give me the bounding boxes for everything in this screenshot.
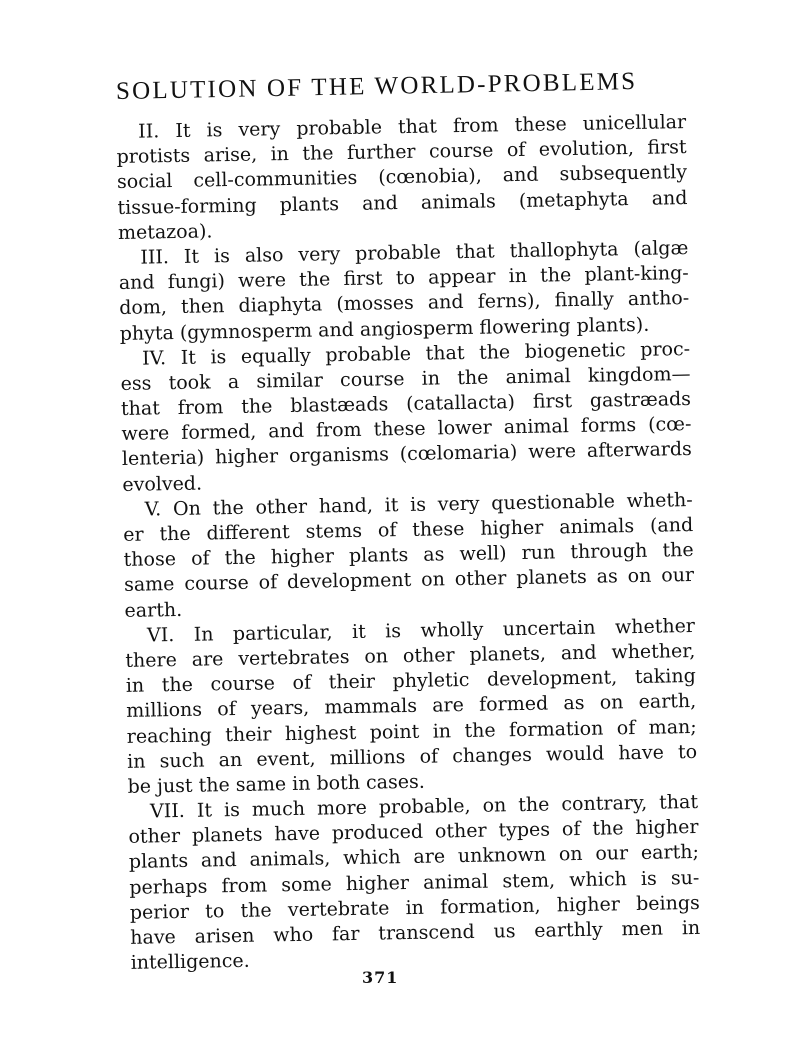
text-line: be just the same in both cases. — [127, 770, 425, 798]
text-line: other planets have produced other types of the higher — [128, 816, 699, 849]
running-title: SOLUTION OF THE WORLD-PROBLEMS — [115, 67, 638, 105]
text-line: those of the higher plants as well) run through the — [123, 539, 694, 572]
text-line: IV. It is equally probable that the biogenetic proc- — [141, 337, 691, 370]
text-line: millions of years, mammals are formed as on earth, — [126, 690, 697, 723]
text-line: VII. It is much more probable, on the contrary, that — [149, 791, 699, 823]
text-line: phyta (gymnosperm and angiosperm flowering plants). — [119, 313, 650, 345]
text-line: in the course of their phyletic development, taking — [125, 665, 696, 698]
text-line: dom, then diaphyta (mosses and ferns), finally antho- — [119, 287, 690, 320]
text-line: social cell-communities (cœnobia), and subsequently — [116, 161, 688, 194]
text-line: have arisen who far transcend us earthly men in — [130, 916, 701, 949]
text-line: there are vertebrates on other planets, and whether, — [125, 639, 696, 672]
text-line: perior to the vertebrate in formation, higher beings — [129, 891, 700, 924]
text-line: that from the blastæads (catallacta) first gastræads — [120, 388, 692, 421]
text-line: were formed, and from these lower animal forms (cœ- — [121, 413, 692, 446]
text-line: reaching their highest point in the formation of man; — [126, 715, 697, 748]
page-number: 371 — [362, 968, 399, 987]
text-line: metazoa). — [117, 220, 213, 244]
text-line: earth. — [124, 598, 183, 622]
text-line: ess took a similar course in the animal kingdom— — [120, 362, 691, 395]
text-line: and fungi) were the first to appear in the plant-king- — [118, 262, 689, 295]
text-line: lenteria) higher organisms (cœlomaria) were afterwards — [121, 438, 693, 471]
text-line: VI. In particular, it is wholly uncertain whether — [146, 614, 696, 647]
text-line: tissue-forming plants and animals (metaphyta and — [117, 186, 688, 219]
text-line: III. It is also very probable that thallophyta (algæ — [140, 236, 689, 269]
text-line: plants and animals, which are unknown on our earth; — [128, 841, 700, 874]
body-text — [116, 110, 701, 976]
text-line: same course of development on other planets as on our — [123, 564, 695, 597]
text-line: intelligence. — [130, 949, 250, 975]
text-line: evolved. — [122, 472, 203, 496]
text-line: in such an event, millions of changes would have to — [127, 740, 698, 773]
text-line: perhaps from some higher animal stem, which is su- — [129, 866, 700, 899]
text-line: protists arise, in the further course of evolution, first — [116, 136, 687, 169]
text-line: V. On the other hand, it is very questionable wheth- — [144, 488, 693, 521]
text-line: II. It is very probable that from these unicellular — [138, 111, 687, 143]
text-line: er the different stems of these higher animals (and — [123, 513, 694, 546]
